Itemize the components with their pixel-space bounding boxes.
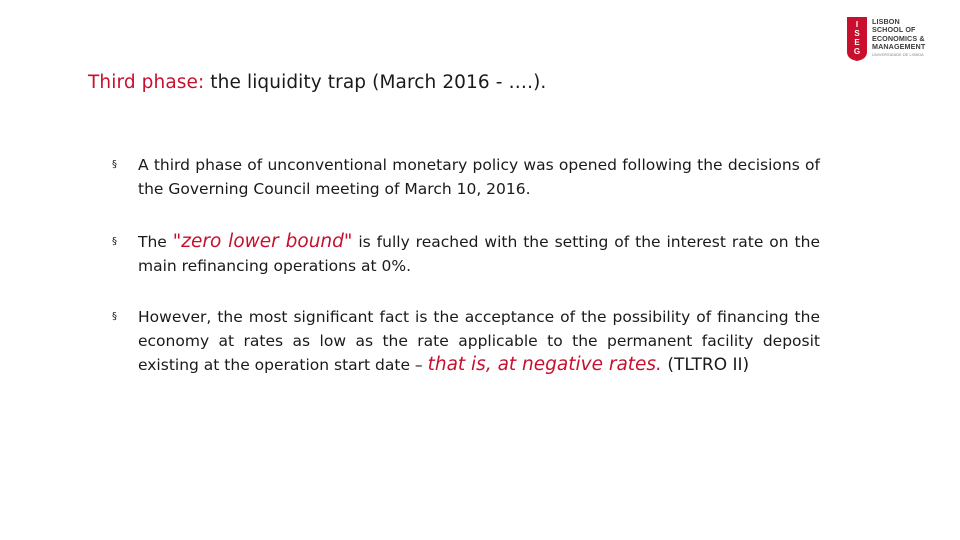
logo-university: UNIVERSIDADE DE LISBOA (872, 53, 924, 57)
bullet-marker-icon: § (112, 159, 117, 170)
iseg-logo (846, 16, 946, 62)
bullet-item (112, 153, 820, 201)
bullet-text-post: is fully reached with the setting of the interest rate on the main refinancing operations at 0%. (138, 233, 820, 275)
iseg-shield-icon (846, 16, 868, 62)
logo-line: LISBON (872, 17, 900, 26)
bullet-text: A third phase of unconventional monetary policy was opened following the decisions of the Governing Council meeting of March 10, 2016. (138, 156, 820, 198)
bullet-item (112, 305, 820, 377)
bullet-text-pre: The (138, 233, 173, 251)
slide-title (88, 72, 546, 93)
logo-line: ECONOMICS & (872, 33, 925, 43)
bullet-text-pre: However, the most significant fact is the acceptance of the possibility of financing the economy at rates as low as the rate applicable to the permanent facility deposit existing at the operation start date – (138, 308, 820, 374)
zero-lower-bound-emphasis: "zero lower bound" (172, 231, 353, 252)
bullet-marker-icon: § (112, 311, 117, 322)
bullet-marker-icon: § (112, 236, 117, 247)
shield-letter-g: G (853, 47, 861, 56)
shield-letter-s: S (854, 29, 860, 38)
bullet-item (112, 230, 820, 278)
negative-rates-emphasis: that is, at negative rates. (427, 354, 662, 375)
shield-letter-e: E (854, 38, 860, 47)
logo-line: MANAGEMENT (872, 42, 926, 52)
bullet-list (112, 153, 820, 377)
title-rest: the liquidity trap (March 2016 - ….). (204, 72, 547, 93)
logo-line: SCHOOL OF (872, 25, 916, 35)
shield-letter-i: I (855, 20, 859, 29)
bullet-text-post: (TLTRO II) (661, 355, 750, 375)
logo-wordmark (872, 18, 925, 52)
title-accent: Third phase: (88, 72, 205, 93)
